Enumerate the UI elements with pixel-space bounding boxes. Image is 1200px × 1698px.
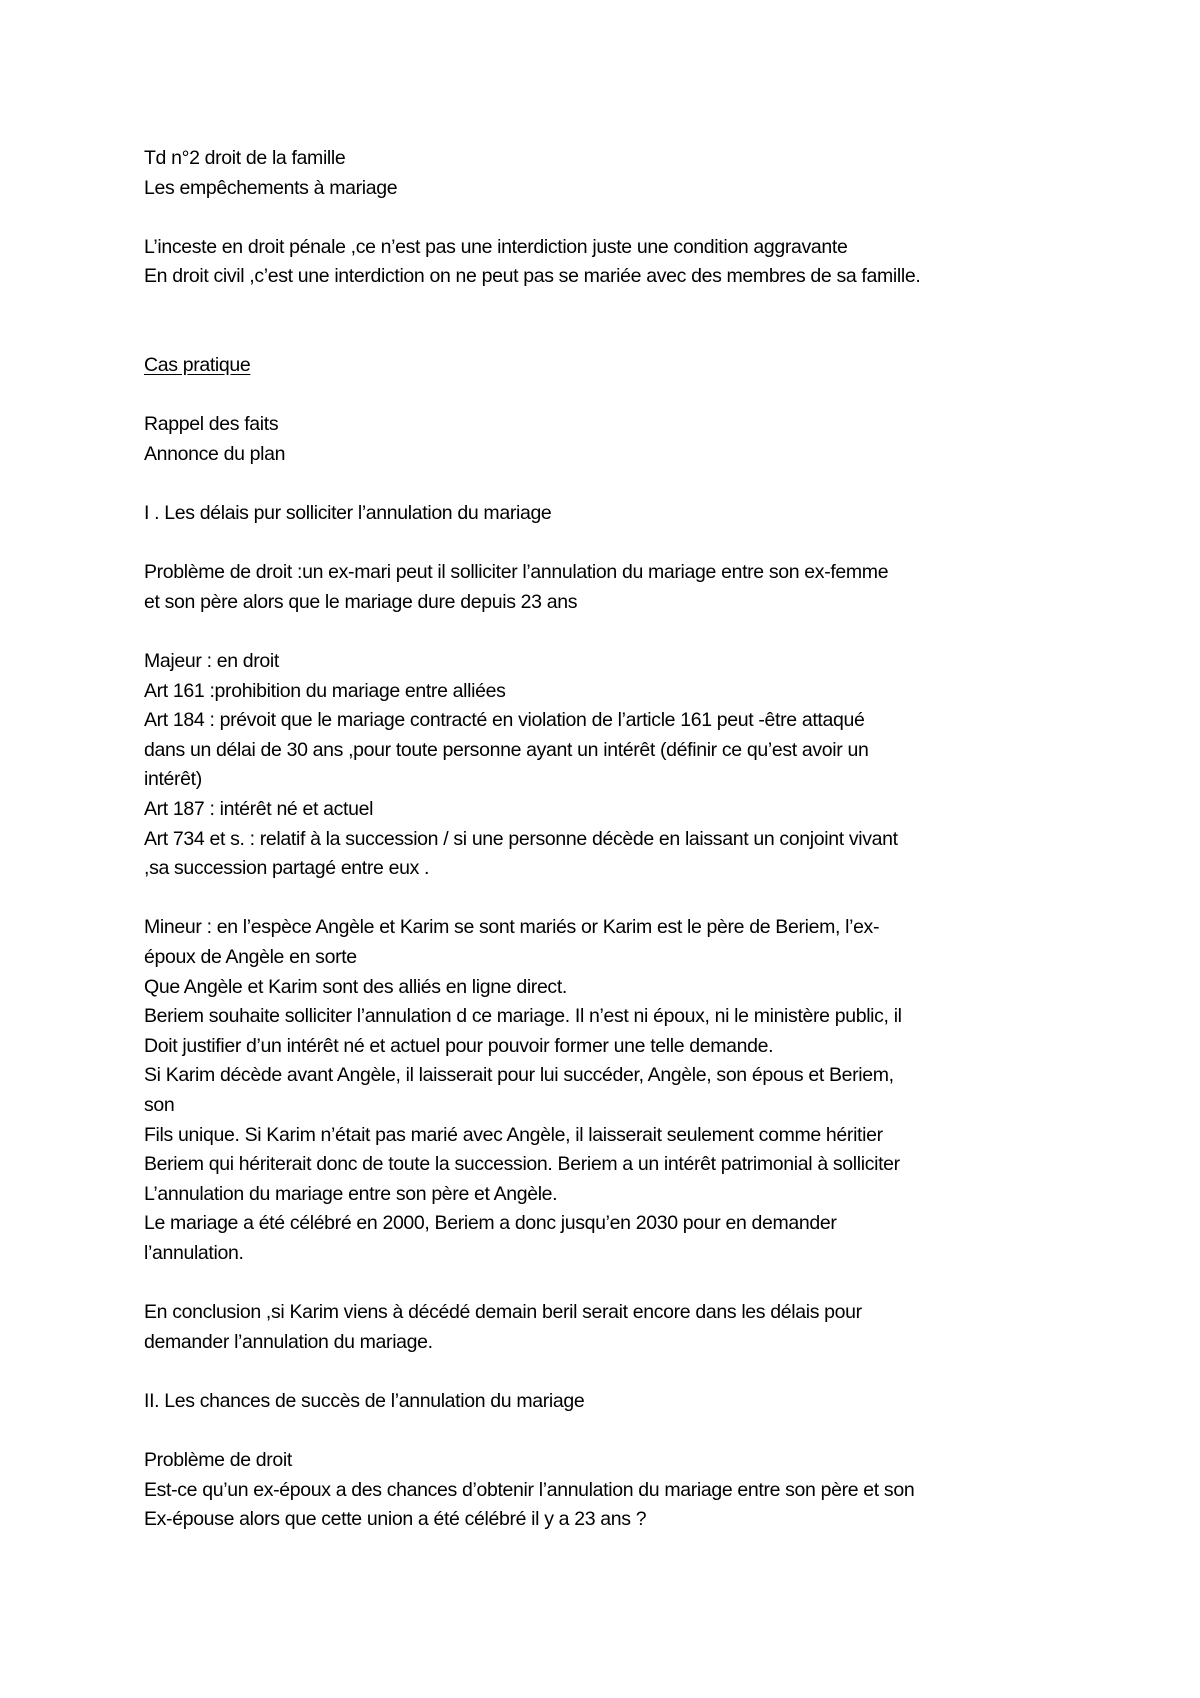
mineur-line: son [144, 1094, 175, 1116]
mineur-line: Mineur : en l’espèce Angèle et Karim se sont mariés or Karim est le père de Beriem, l’ex- [144, 916, 880, 939]
intro-line: L’inceste en droit pénale ,ce n’est pas une interdiction juste une condition aggravante [144, 235, 848, 258]
mineur-line: Beriem souhaite solliciter l’annulation d ce mariage. Il n’est ni époux, ni le ministère public, il [144, 1005, 902, 1028]
spacer [144, 618, 1084, 648]
rappel-des-faits: Rappel des faits [144, 413, 279, 436]
mineur-line: Doit justifier d’un intérêt né et actuel pour pouvoir former une telle demande. [144, 1034, 774, 1057]
spacer [144, 470, 1084, 500]
majeur-line: dans un délai de 30 ans ,pour toute personne ayant un intérêt (définir ce qu’est avoir un [144, 738, 869, 761]
part2-heading: II. Les chances de succès de l’annulation du mariage [144, 1389, 585, 1412]
mineur-line: Que Angèle et Karim sont des alliés en ligne direct. [144, 975, 567, 998]
part2-probleme-line: Ex-épouse alors que cette union a été célébré il y a 23 ans ? [144, 1508, 647, 1531]
mineur-line: Si Karim décède avant Angèle, il laisserait pour lui succéder, Angèle, son épous et Beriem, [144, 1064, 894, 1087]
mineur-line: Le mariage a été célébré en 2000, Beriem a donc jusqu’en 2030 pour en demander [144, 1212, 837, 1235]
majeur-line: Art 161 :prohibition du mariage entre alliées [144, 679, 506, 702]
doc-subtitle: Les empêchements à mariage [144, 176, 398, 199]
spacer [144, 381, 1084, 411]
spacer [144, 292, 1084, 351]
spacer [144, 1417, 1084, 1447]
spacer [144, 1357, 1084, 1387]
cas-pratique-heading-text: Cas pratique [144, 354, 251, 377]
majeur-line: Art 184 : prévoit que le mariage contracté en violation de l’article 161 peut -être attaqué [144, 709, 865, 732]
conclusion-line: demander l’annulation du mariage. [144, 1330, 433, 1353]
part2-probleme-line: Problème de droit [144, 1449, 292, 1472]
mineur-line: Beriem qui hériterait donc de toute la succession. Beriem a un intérêt patrimonial à solliciter [144, 1153, 900, 1176]
part1-probleme-line: et son père alors que le mariage dure depuis 23 ans [144, 590, 578, 613]
majeur-line: Majeur : en droit [144, 650, 279, 673]
doc-title: Td n°2 droit de la famille [144, 147, 346, 169]
part1-probleme-line: Problème de droit :un ex-mari peut il solliciter l’annulation du mariage entre son ex-femme [144, 561, 889, 584]
mineur-line: L’annulation du mariage entre son père et Angèle. [144, 1182, 558, 1205]
majeur-line: ,sa succession partagé entre eux . [144, 857, 430, 880]
intro-line: En droit civil ,c’est une interdiction on ne peut pas se mariée avec des membres de sa famille. [144, 265, 921, 288]
annonce-du-plan: Annonce du plan [144, 442, 286, 465]
conclusion-line: En conclusion ,si Karim viens à décédé demain beril serait encore dans les délais pour [144, 1301, 862, 1324]
spacer [144, 203, 1084, 233]
spacer [144, 1269, 1084, 1299]
majeur-line: Art 187 : intérêt né et actuel [144, 798, 374, 821]
majeur-line: Art 734 et s. : relatif à la succession / si une personne décède en laissant un conjoint vivant [144, 827, 898, 850]
mineur-line: époux de Angèle en sorte [144, 946, 357, 969]
spacer [144, 884, 1084, 914]
part2-probleme-line: Est-ce qu’un ex-époux a des chances d’obtenir l’annulation du mariage entre son père et son [144, 1478, 915, 1501]
cas-pratique-heading [144, 351, 1084, 381]
majeur-line: intérêt) [144, 768, 202, 791]
mineur-line: l’annulation. [144, 1241, 244, 1264]
spacer [144, 529, 1084, 559]
document-body [144, 144, 1084, 1535]
mineur-line: Fils unique. Si Karim n’était pas marié avec Angèle, il laisserait seulement comme héritier [144, 1123, 883, 1146]
part1-heading: I . Les délais pur solliciter l’annulation du mariage [144, 502, 552, 525]
